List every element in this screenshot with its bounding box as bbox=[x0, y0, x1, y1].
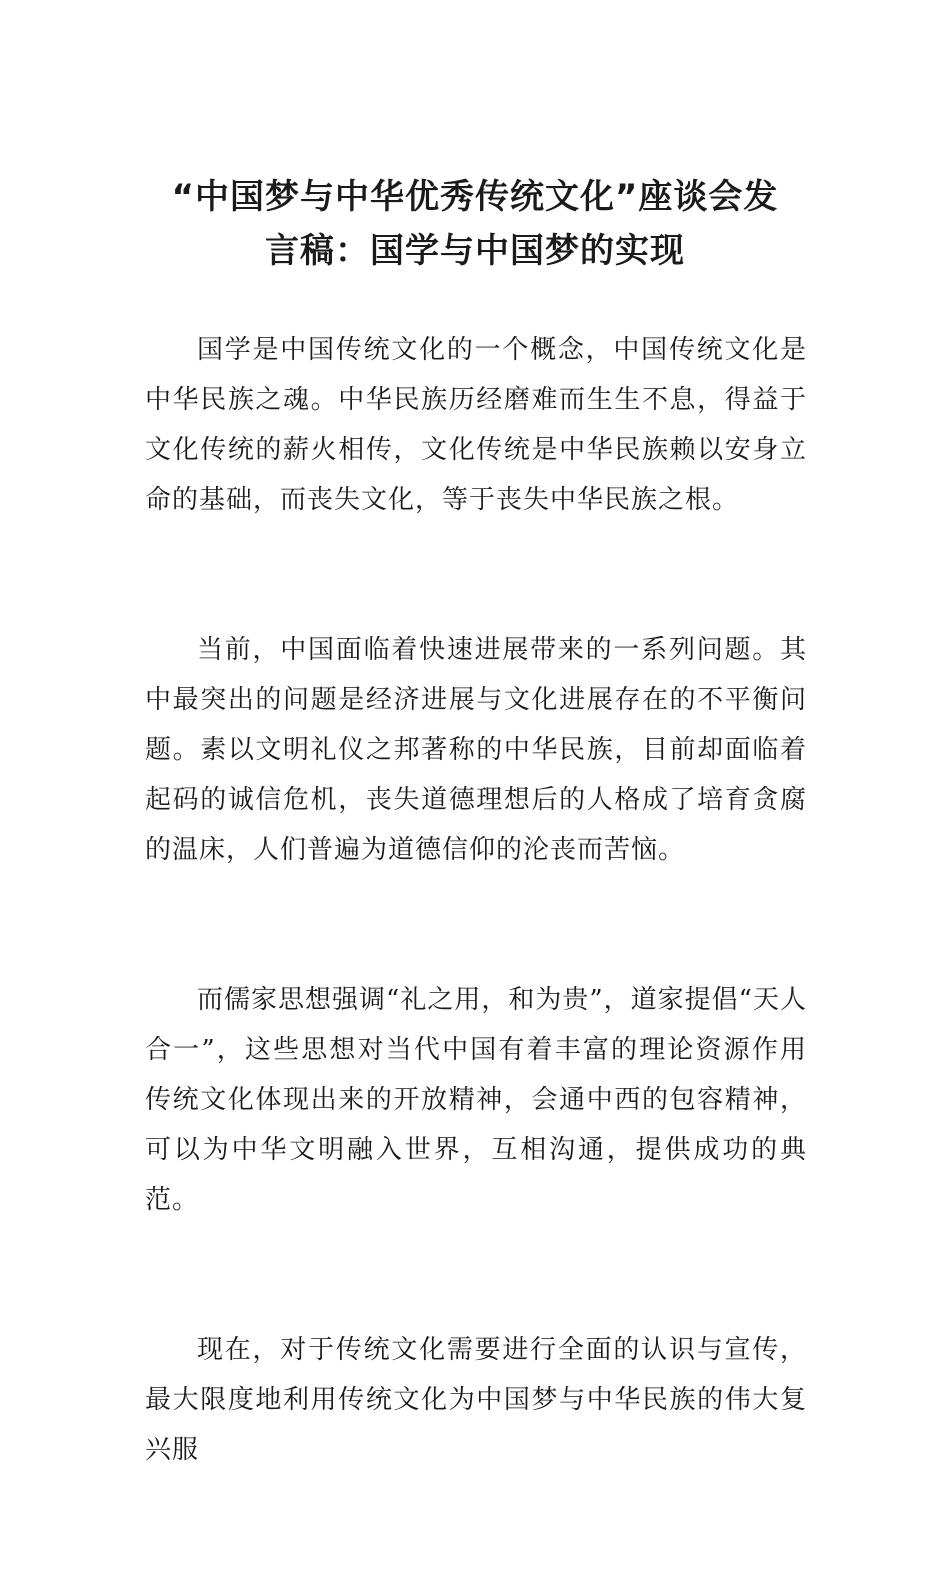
document-title bbox=[145, 170, 805, 278]
paragraph-2: 当前，中国面临着快速进展带来的一系列问题。其中最突出的问题是经济进展与文化进展存在的不平衡问题。素以文明礼仪之邦著称的中华民族，目前却面临着起码的诚信危机，丧失道德理想后的人格成了培育贪腐的温床，人们普遍为道德信仰的沦丧而苦恼。 bbox=[145, 635, 807, 865]
paragraph-1: 国学是中国传统文化的一个概念，中国传统文化是中华民族之魂。中华民族历经磨难而生生不息，得益于文化传统的薪火相传，文化传统是中华民族赖以安身立命的基础，而丧失文化，等于丧失中华民族之根。 bbox=[145, 335, 807, 515]
paragraph-4: 现在，对于传统文化需要进行全面的认识与宣传，最大限度地利用传统文化为中国梦与中华民族的伟大复兴服 bbox=[145, 1335, 807, 1465]
document-body bbox=[145, 325, 807, 1575]
title-line-1: “中国梦与中华优秀传统文化”座谈会发 bbox=[171, 177, 779, 217]
paragraph-3: 而儒家思想强调“礼之用，和为贵”，道家提倡“天人合一”，这些思想对当代中国有着丰富的理论资源作用传统文化体现出来的开放精神，会通中西的包容精神，可以为中华文明融入世界，互相沟通，提供成功的典范。 bbox=[145, 985, 807, 1215]
title-line-2: 言稿：国学与中国梦的实现 bbox=[265, 231, 685, 271]
